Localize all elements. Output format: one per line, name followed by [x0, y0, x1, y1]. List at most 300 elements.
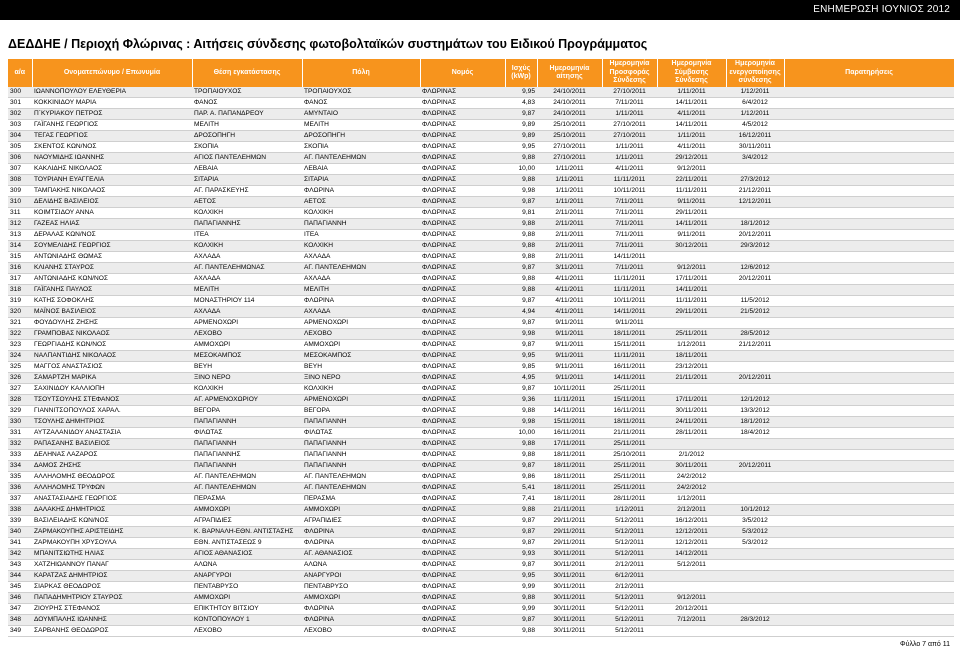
col-power-cell: 9,88 — [505, 439, 537, 450]
col-remarks-cell — [784, 538, 954, 549]
col-remarks-cell — [784, 483, 954, 494]
col-application-date-cell: 21/11/2011 — [537, 505, 602, 516]
col-application-date-cell: 27/10/2011 — [537, 153, 602, 164]
col-name-cell: ΝΑΟΥΜΙΔΗΣ ΙΩΑΝΝΗΣ — [32, 153, 192, 164]
col-city-cell: ΞΙΝΟ ΝΕΡΟ — [302, 373, 420, 384]
col-city-cell: ΚΟΛΧΙΚΗ — [302, 208, 420, 219]
col-activation-date-cell: 18/4/2012 — [726, 428, 784, 439]
col-contract-date-cell: 1/12/2011 — [657, 340, 726, 351]
col-city-cell: ΑΧΛΑΔΑ — [302, 274, 420, 285]
col-aa-cell: 314 — [8, 241, 32, 252]
col-aa-cell: 318 — [8, 285, 32, 296]
col-prefecture-cell: ΦΛΩΡΙΝΑΣ — [420, 153, 505, 164]
col-contract-date-cell: 14/12/2011 — [657, 549, 726, 560]
col-application-date-cell: 2/11/2011 — [537, 252, 602, 263]
col-name-cell: ΡΑΠΑΣΑΝΗΣ ΒΑΣΙΛΕΙΟΣ — [32, 439, 192, 450]
col-power-cell: 4,94 — [505, 307, 537, 318]
col-activation-date-cell: 5/3/2012 — [726, 538, 784, 549]
table-row — [8, 582, 954, 593]
col-remarks-cell — [784, 340, 954, 351]
col-prefecture-cell: ΦΛΩΡΙΝΑΣ — [420, 120, 505, 131]
table-row — [8, 131, 954, 142]
col-power-cell: 9,88 — [505, 406, 537, 417]
table-row — [8, 516, 954, 527]
col-city-cell: ΑΧΛΑΔΑ — [302, 307, 420, 318]
col-prefecture-cell: ΦΛΩΡΙΝΑΣ — [420, 450, 505, 461]
col-contract-date-cell: 24/11/2011 — [657, 417, 726, 428]
col-prefecture-cell: ΦΛΩΡΙΝΑΣ — [420, 274, 505, 285]
col-power-cell: 9,95 — [505, 571, 537, 582]
col-offer-date-cell: 11/11/2011 — [602, 351, 657, 362]
col-contract-date-cell — [657, 439, 726, 450]
col-name-cell: ΣΙΑΡΚΑΣ ΘΕΟΔΩΡΟΣ — [32, 582, 192, 593]
table-row — [8, 98, 954, 109]
col-power-cell: 9,88 — [505, 230, 537, 241]
col-city-cell: ΑΜΜΟΧΩΡΙ — [302, 505, 420, 516]
col-offer-date-cell: 15/11/2011 — [602, 340, 657, 351]
col-remarks-cell — [784, 461, 954, 472]
col-city-cell: ΤΡΟΠΑΙΟΥΧΟΣ — [302, 87, 420, 98]
col-activation-date-cell: 10/1/2012 — [726, 505, 784, 516]
col-application-date-cell: 24/10/2011 — [537, 87, 602, 98]
col-name-cell: ΑΛΛΗΛΟΜΗΣ ΘΕΟΔΩΡΟΣ — [32, 472, 192, 483]
header-row — [8, 59, 954, 87]
applications-table — [8, 59, 955, 637]
col-offer-date-cell: 25/11/2011 — [602, 461, 657, 472]
col-name-cell: ΓΑΪΓΑΝΗΣ ΠΑΥΛΟΣ — [32, 285, 192, 296]
col-prefecture-cell: ΦΛΩΡΙΝΑΣ — [420, 307, 505, 318]
col-aa-cell: 328 — [8, 395, 32, 406]
table-row — [8, 395, 954, 406]
col-prefecture-cell: ΦΛΩΡΙΝΑΣ — [420, 98, 505, 109]
col-power-cell: 9,87 — [505, 318, 537, 329]
col-application-date-cell: 29/11/2011 — [537, 527, 602, 538]
col-contract-date-cell: 1/11/2011 — [657, 87, 726, 98]
col-activation-date-cell: 3/4/2012 — [726, 153, 784, 164]
col-aa-cell: 322 — [8, 329, 32, 340]
col-location-cell: ΦΙΛΩΤΑΣ — [192, 428, 302, 439]
col-power-cell: 9,81 — [505, 208, 537, 219]
col-name-cell: ΤΣΟΥΤΣΟΥΛΗΣ ΣΤΕΦΑΝΟΣ — [32, 395, 192, 406]
col-offer-date-cell: 5/12/2011 — [602, 538, 657, 549]
col-remarks-cell — [784, 318, 954, 329]
col-offer-date-cell: 5/12/2011 — [602, 549, 657, 560]
col-activation-date-cell — [726, 626, 784, 637]
col-offer-date-cell: 6/12/2011 — [602, 571, 657, 582]
col-prefecture-cell: ΦΛΩΡΙΝΑΣ — [420, 296, 505, 307]
col-contract-date-cell: 12/12/2011 — [657, 527, 726, 538]
col-offer-date-cell: 5/12/2011 — [602, 516, 657, 527]
col-remarks-cell — [784, 296, 954, 307]
col-location-cell: ΠΑΠΑΓΙΑΝΝΗ — [192, 461, 302, 472]
col-power-cell: 9,99 — [505, 582, 537, 593]
col-city-cell: ΑΕΤΟΣ — [302, 197, 420, 208]
col-activation-date-header: Ημερομηνία ενεργοποίησης σύνδεσης — [726, 59, 784, 87]
col-activation-date-cell: 6/4/2012 — [726, 98, 784, 109]
col-name-cell: ΑΝΤΩΝΙΑΔΗΣ ΘΩΜΑΣ — [32, 252, 192, 263]
col-application-date-cell: 9/11/2011 — [537, 351, 602, 362]
col-power-cell: 9,88 — [505, 252, 537, 263]
col-contract-date-cell — [657, 384, 726, 395]
col-offer-date-cell: 14/11/2011 — [602, 307, 657, 318]
col-name-cell: ΔΑΛΑΚΗΣ ΔΗΜΗΤΡΙΟΣ — [32, 505, 192, 516]
col-city-cell: ΠΑΠΑΓΙΑΝΝΗ — [302, 450, 420, 461]
col-prefecture-cell: ΦΛΩΡΙΝΑΣ — [420, 241, 505, 252]
col-contract-date-cell: 28/11/2011 — [657, 428, 726, 439]
col-location-cell: Κ. ΒΑΡΝΑΛΗ-ΕΘΝ. ΑΝΤΙΣΤΑΣΗΣ — [192, 527, 302, 538]
table-row — [8, 505, 954, 516]
col-aa-cell: 332 — [8, 439, 32, 450]
col-contract-date-cell — [657, 626, 726, 637]
col-application-date-cell: 10/11/2011 — [537, 384, 602, 395]
col-aa-cell: 325 — [8, 362, 32, 373]
col-aa-cell: 307 — [8, 164, 32, 175]
col-city-cell: ΠΕΝΤΑΒΡΥΣΟ — [302, 582, 420, 593]
col-name-cell: ΙΩΑΝΝΟΠΟΥΛΟΥ ΕΛΕΥΘΕΡΙΑ — [32, 87, 192, 98]
col-name-cell: ΒΑΣΙΛΕΙΑΔΗΣ ΚΩΝ/ΝΟΣ — [32, 516, 192, 527]
table-row — [8, 307, 954, 318]
col-aa-cell: 320 — [8, 307, 32, 318]
col-power-cell: 9,86 — [505, 472, 537, 483]
col-prefecture-cell: ΦΛΩΡΙΝΑΣ — [420, 197, 505, 208]
col-location-cell: ΑΓ. ΑΡΜΕΝΟΧΩΡΙΟΥ — [192, 395, 302, 406]
col-aa-cell: 306 — [8, 153, 32, 164]
col-aa-cell: 303 — [8, 120, 32, 131]
col-remarks-cell — [784, 329, 954, 340]
col-offer-date-cell: 27/10/2011 — [602, 120, 657, 131]
col-prefecture-cell: ΦΛΩΡΙΝΑΣ — [420, 142, 505, 153]
col-offer-date-cell: 18/11/2011 — [602, 329, 657, 340]
col-prefecture-cell: ΦΛΩΡΙΝΑΣ — [420, 340, 505, 351]
col-offer-date-cell: 9/11/2011 — [602, 318, 657, 329]
col-aa-cell: 302 — [8, 109, 32, 120]
col-activation-date-cell — [726, 560, 784, 571]
table-row — [8, 296, 954, 307]
col-name-cell: ΚΟΚΚΙΝΙΔΟΥ ΜΑΡΙΑ — [32, 98, 192, 109]
table-row — [8, 615, 954, 626]
col-activation-date-cell: 20/12/2011 — [726, 274, 784, 285]
col-activation-date-cell — [726, 285, 784, 296]
col-name-cell: ΔΑΜΟΣ ΖΗΣΗΣ — [32, 461, 192, 472]
col-offer-date-cell: 11/11/2011 — [602, 285, 657, 296]
col-activation-date-cell: 12/12/2011 — [726, 197, 784, 208]
col-activation-date-cell: 12/6/2012 — [726, 263, 784, 274]
col-application-date-cell: 2/11/2011 — [537, 219, 602, 230]
col-remarks-cell — [784, 472, 954, 483]
col-offer-date-cell: 14/11/2011 — [602, 252, 657, 263]
col-name-cell: ΚΟΙΜΤΣΙΔΟΥ ΑΝΝΑ — [32, 208, 192, 219]
col-name-cell: ΤΣΟΥΛΗΣ ΔΗΜΗΤΡΙΟΣ — [32, 417, 192, 428]
col-remarks-cell — [784, 98, 954, 109]
col-name-cell: ΚΑΤΗΣ ΣΟΦΟΚΛΗΣ — [32, 296, 192, 307]
col-city-cell: ΜΕΛΙΤΗ — [302, 285, 420, 296]
table-row — [8, 318, 954, 329]
col-activation-date-cell: 11/5/2012 — [726, 296, 784, 307]
col-name-cell: ΓΕΩΡΓΙΑΔΗΣ ΚΩΝ/ΝΟΣ — [32, 340, 192, 351]
col-city-cell: ΦΛΩΡΙΝΑ — [302, 296, 420, 307]
table-row — [8, 384, 954, 395]
col-aa-cell: 317 — [8, 274, 32, 285]
col-offer-date-cell: 10/11/2011 — [602, 186, 657, 197]
col-activation-date-cell: 12/1/2012 — [726, 395, 784, 406]
col-prefecture-cell: ΦΛΩΡΙΝΑΣ — [420, 186, 505, 197]
col-name-cell: ΣΚΕΝΤΟΣ ΚΩΝ/ΝΟΣ — [32, 142, 192, 153]
col-remarks-cell — [784, 417, 954, 428]
col-city-cell: ΑΡΜΕΝΟΧΩΡΙ — [302, 318, 420, 329]
col-activation-date-cell: 21/12/2011 — [726, 340, 784, 351]
col-contract-date-cell: 20/12/2011 — [657, 604, 726, 615]
col-remarks-cell — [784, 362, 954, 373]
col-prefecture-cell: ΦΛΩΡΙΝΑΣ — [420, 483, 505, 494]
col-remarks-cell — [784, 593, 954, 604]
col-application-date-cell: 3/11/2011 — [537, 263, 602, 274]
col-power-cell: 9,88 — [505, 626, 537, 637]
col-location-cell: ΜΕΣΟΚΑΜΠΟΣ — [192, 351, 302, 362]
col-offer-date-cell: 1/12/2011 — [602, 505, 657, 516]
col-contract-date-cell: 9/11/2011 — [657, 230, 726, 241]
col-remarks-cell — [784, 153, 954, 164]
col-contract-date-cell: 29/11/2011 — [657, 307, 726, 318]
col-remarks-cell — [784, 494, 954, 505]
col-name-cell: ΜΑΪΝΟΣ ΒΑΣΙΛΕΙΟΣ — [32, 307, 192, 318]
col-city-cell: ΚΟΛΧΙΚΗ — [302, 384, 420, 395]
col-power-cell: 9,95 — [505, 351, 537, 362]
col-offer-date-cell: 21/11/2011 — [602, 428, 657, 439]
col-name-cell: ΚΑΚΛΙΔΗΣ ΝΙΚΟΛΑΟΣ — [32, 164, 192, 175]
col-offer-date-cell: 28/11/2011 — [602, 494, 657, 505]
col-offer-date-cell: 27/10/2011 — [602, 87, 657, 98]
col-application-date-cell: 4/11/2011 — [537, 307, 602, 318]
col-city-cell: ΑΓΡΑΠΙΔΙΕΣ — [302, 516, 420, 527]
col-application-date-cell: 9/11/2011 — [537, 318, 602, 329]
col-location-cell: ΑΓΙΟΣ ΑΘΑΝΑΣΙΟΣ — [192, 549, 302, 560]
col-application-date-cell: 1/11/2011 — [537, 186, 602, 197]
col-aa-cell: 316 — [8, 263, 32, 274]
col-offer-date-cell: 25/11/2011 — [602, 384, 657, 395]
table-row — [8, 263, 954, 274]
col-activation-date-cell — [726, 208, 784, 219]
col-offer-date-cell: 5/12/2011 — [602, 604, 657, 615]
col-name-cell: ΜΠΑΝΙΤΣΙΩΤΗΣ ΗΛΙΑΣ — [32, 549, 192, 560]
col-application-date-cell: 18/11/2011 — [537, 494, 602, 505]
col-application-date-cell: 9/11/2011 — [537, 340, 602, 351]
col-aa-cell: 340 — [8, 527, 32, 538]
col-prefecture-cell: ΦΛΩΡΙΝΑΣ — [420, 109, 505, 120]
col-city-cell: ΛΕΧΟΒΟ — [302, 626, 420, 637]
col-aa-cell: 327 — [8, 384, 32, 395]
col-power-cell: 9,87 — [505, 615, 537, 626]
col-city-cell: ΜΕΣΟΚΑΜΠΟΣ — [302, 351, 420, 362]
col-offer-date-cell: 5/12/2011 — [602, 527, 657, 538]
col-city-header: Πόλη — [302, 59, 420, 87]
col-power-cell: 9,98 — [505, 186, 537, 197]
col-prefecture-cell: ΦΛΩΡΙΝΑΣ — [420, 219, 505, 230]
col-offer-date-cell: 18/11/2011 — [602, 417, 657, 428]
col-contract-date-cell: 9/11/2011 — [657, 197, 726, 208]
col-name-cell: Π΄ΚΥΡΙΑΚΟΥ ΠΕΤΡΟΣ — [32, 109, 192, 120]
col-aa-cell: 305 — [8, 142, 32, 153]
col-location-cell: ΒΕΓΟΡΑ — [192, 406, 302, 417]
col-offer-date-cell: 14/11/2011 — [602, 373, 657, 384]
col-location-cell: ΑΜΜΟΧΩΡΙ — [192, 593, 302, 604]
table-row — [8, 340, 954, 351]
table-body — [8, 87, 954, 637]
col-power-cell: 9,88 — [505, 219, 537, 230]
col-contract-date-cell: 9/12/2011 — [657, 263, 726, 274]
col-city-cell: ΠΑΠΑΓΙΑΝΝΗ — [302, 417, 420, 428]
col-contract-date-cell — [657, 252, 726, 263]
col-prefecture-cell: ΦΛΩΡΙΝΑΣ — [420, 571, 505, 582]
col-location-cell: ΛΕΒΑΙΑ — [192, 164, 302, 175]
col-city-cell: ΑΓ. ΠΑΝΤΕΛΕΗΜΩΝ — [302, 153, 420, 164]
col-power-cell: 9,88 — [505, 241, 537, 252]
col-city-cell: ΦΛΩΡΙΝΑ — [302, 604, 420, 615]
col-contract-date-cell: 24/2/2012 — [657, 483, 726, 494]
col-remarks-cell — [784, 186, 954, 197]
col-aa-cell: 341 — [8, 538, 32, 549]
col-activation-date-cell: 3/5/2012 — [726, 516, 784, 527]
col-location-cell: ΑΧΛΑΔΑ — [192, 274, 302, 285]
table-row — [8, 351, 954, 362]
table-row — [8, 527, 954, 538]
table-row — [8, 571, 954, 582]
col-offer-date-cell: 25/11/2011 — [602, 472, 657, 483]
col-name-cell: ΣΑΧΙΝΙΔΟΥ ΚΑΛΛΙΟΠΗ — [32, 384, 192, 395]
col-prefecture-cell: ΦΛΩΡΙΝΑΣ — [420, 560, 505, 571]
col-location-cell: ΔΡΟΣΟΠΗΓΗ — [192, 131, 302, 142]
col-offer-date-cell: 11/11/2011 — [602, 175, 657, 186]
col-prefecture-cell: ΦΛΩΡΙΝΑΣ — [420, 263, 505, 274]
col-location-cell: ΠΑΠΑΓΙΑΝΝΗΣ — [192, 450, 302, 461]
col-contract-date-cell: 14/11/2011 — [657, 285, 726, 296]
col-power-cell: 9,88 — [505, 175, 537, 186]
col-remarks-cell — [784, 109, 954, 120]
col-location-cell: ΤΡΟΠΑΙΟΥΧΟΣ — [192, 87, 302, 98]
col-remarks-cell — [784, 307, 954, 318]
col-prefecture-cell: ΦΛΩΡΙΝΑΣ — [420, 164, 505, 175]
col-aa-cell: 310 — [8, 197, 32, 208]
table-row — [8, 538, 954, 549]
col-location-cell: ΠΑΠΑΓΙΑΝΝΗ — [192, 417, 302, 428]
table-row — [8, 329, 954, 340]
col-application-date-cell: 1/11/2011 — [537, 197, 602, 208]
col-city-cell: ΠΑΠΑΓΙΑΝΝΗ — [302, 439, 420, 450]
col-activation-date-cell: 21/12/2011 — [726, 186, 784, 197]
col-activation-date-cell: 4/5/2012 — [726, 120, 784, 131]
col-application-date-cell: 29/11/2011 — [537, 516, 602, 527]
col-location-cell: ΚΟΛΧΙΚΗ — [192, 208, 302, 219]
col-location-cell: ΚΟΝΤΟΠΟΥΛΟΥ 1 — [192, 615, 302, 626]
col-contract-date-cell: 9/12/2011 — [657, 593, 726, 604]
col-aa-cell: 346 — [8, 593, 32, 604]
col-city-cell: ΦΛΩΡΙΝΑ — [302, 538, 420, 549]
col-city-cell: ΔΡΟΣΟΠΗΓΗ — [302, 131, 420, 142]
col-application-date-cell: 30/11/2011 — [537, 593, 602, 604]
table-row — [8, 208, 954, 219]
col-application-date-cell: 18/11/2011 — [537, 472, 602, 483]
col-activation-date-cell: 5/3/2012 — [726, 527, 784, 538]
col-remarks-cell — [784, 450, 954, 461]
col-power-cell: 9,88 — [505, 593, 537, 604]
col-offer-date-cell: 1/11/2011 — [602, 153, 657, 164]
col-name-cell: ΔΕΡΑΛΑΣ ΚΩΝ/ΝΟΣ — [32, 230, 192, 241]
col-city-cell: ΛΕΧΟΒΟ — [302, 329, 420, 340]
col-prefecture-cell: ΦΛΩΡΙΝΑΣ — [420, 593, 505, 604]
col-name-cell: ΓΙΑΝΝΙΤΣΟΠΟΥΛΟΣ ΧΑΡΑΛ. — [32, 406, 192, 417]
col-activation-date-cell — [726, 593, 784, 604]
col-location-cell: ΚΟΛΧΙΚΗ — [192, 241, 302, 252]
col-activation-date-cell — [726, 472, 784, 483]
col-remarks-cell — [784, 142, 954, 153]
col-location-cell: ΑΜΜΟΧΩΡΙ — [192, 340, 302, 351]
col-contract-date-cell: 18/11/2011 — [657, 351, 726, 362]
col-application-date-cell: 15/11/2011 — [537, 417, 602, 428]
col-activation-date-cell — [726, 582, 784, 593]
col-remarks-cell — [784, 505, 954, 516]
col-activation-date-cell: 16/12/2011 — [726, 131, 784, 142]
col-remarks-cell — [784, 351, 954, 362]
col-location-cell: ΞΙΝΟ ΝΕΡΟ — [192, 373, 302, 384]
col-contract-date-cell: 4/11/2011 — [657, 109, 726, 120]
col-offer-date-cell: 7/11/2011 — [602, 98, 657, 109]
col-name-cell: ΑΝΑΣΤΑΣΙΑΔΗΣ ΓΕΩΡΓΙΟΣ — [32, 494, 192, 505]
col-activation-date-cell: 18/1/2012 — [726, 219, 784, 230]
col-city-cell: ΜΕΛΙΤΗ — [302, 120, 420, 131]
col-activation-date-cell: 21/5/2012 — [726, 307, 784, 318]
col-power-cell: 9,36 — [505, 395, 537, 406]
table-row — [8, 461, 954, 472]
col-power-cell: 9,87 — [505, 516, 537, 527]
col-prefecture-cell: ΦΛΩΡΙΝΑΣ — [420, 516, 505, 527]
col-power-cell: 9,87 — [505, 461, 537, 472]
col-city-cell: ΑΓ. ΑΘΑΝΑΣΙΟΣ — [302, 549, 420, 560]
col-offer-date-cell: 15/11/2011 — [602, 395, 657, 406]
table-row — [8, 406, 954, 417]
col-application-date-cell: 30/11/2011 — [537, 560, 602, 571]
col-application-date-cell: 29/11/2011 — [537, 538, 602, 549]
col-power-cell: 9,88 — [505, 450, 537, 461]
col-application-date-cell: 30/11/2011 — [537, 549, 602, 560]
col-aa-cell: 313 — [8, 230, 32, 241]
col-power-cell: 9,99 — [505, 604, 537, 615]
col-contract-date-cell: 21/11/2011 — [657, 373, 726, 384]
col-offer-date-cell: 5/12/2011 — [602, 615, 657, 626]
col-location-cell: ΑΕΤΟΣ — [192, 197, 302, 208]
col-remarks-cell — [784, 626, 954, 637]
col-contract-date-cell: 1/12/2011 — [657, 494, 726, 505]
col-remarks-cell — [784, 164, 954, 175]
col-power-cell: 9,87 — [505, 538, 537, 549]
col-application-date-cell: 14/11/2011 — [537, 406, 602, 417]
col-application-date-cell: 4/11/2011 — [537, 285, 602, 296]
col-prefecture-cell: ΦΛΩΡΙΝΑΣ — [420, 439, 505, 450]
table-row — [8, 219, 954, 230]
col-aa-cell: 336 — [8, 483, 32, 494]
col-contract-date-cell: 30/12/2011 — [657, 241, 726, 252]
col-aa-cell: 348 — [8, 615, 32, 626]
col-application-date-cell: 18/11/2011 — [537, 461, 602, 472]
col-aa-cell: 349 — [8, 626, 32, 637]
col-contract-date-cell: 17/11/2011 — [657, 395, 726, 406]
col-aa-cell: 300 — [8, 87, 32, 98]
col-offer-date-cell: 4/11/2011 — [602, 164, 657, 175]
col-activation-date-cell — [726, 384, 784, 395]
col-prefecture-cell: ΦΛΩΡΙΝΑΣ — [420, 406, 505, 417]
col-power-cell: 9,85 — [505, 362, 537, 373]
col-contract-date-cell: 30/11/2011 — [657, 406, 726, 417]
col-activation-date-cell: 28/5/2012 — [726, 329, 784, 340]
col-contract-date-cell: 16/12/2011 — [657, 516, 726, 527]
